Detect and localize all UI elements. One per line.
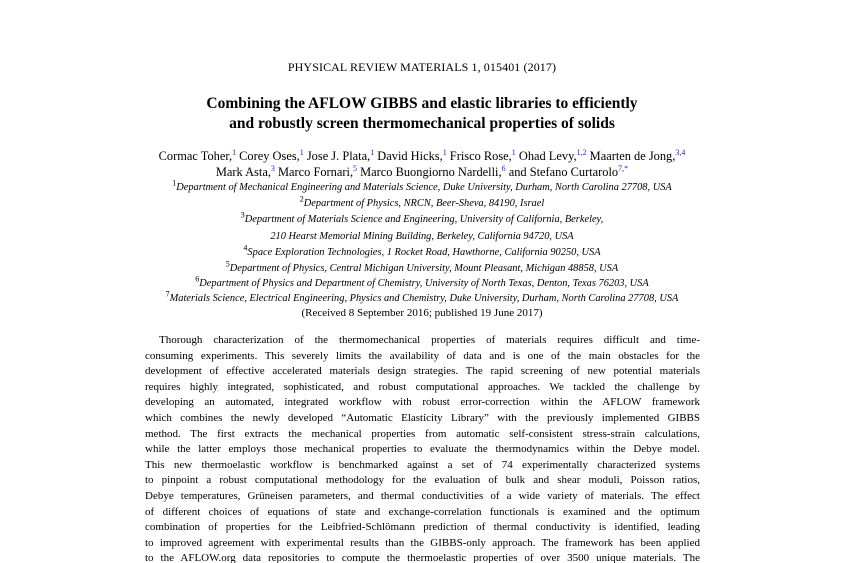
- author: Corey Oses,$^1$: [239, 147, 304, 163]
- author-affiliation-link[interactable]: 1: [511, 147, 516, 157]
- author: Mark Asta,$^3$: [215, 163, 275, 179]
- affiliation: $^6$Department of Physics and Department of Chemistry, University of North Texas, Denton, Texas 76203, USA: [195, 274, 649, 289]
- author: Maarten de Jong,$^{3,4}$: [589, 147, 686, 163]
- author-affiliation-link[interactable]: 3: [270, 163, 275, 173]
- affiliation: $^4$Space Exploration Technologies, 1 Rocket Road, Hawthorne, California 90250, USA: [243, 243, 601, 258]
- author: Frisco Rose,$^1$: [449, 147, 516, 163]
- abstract-line: to improved agreement with experimental results than the GIBBS-only approach. The framework has been applied: [145, 536, 700, 549]
- affiliation: $^1$Department of Mechanical Engineering and Materials Science, Duke University, Durham, North Carolina 27708, USA: [172, 178, 672, 193]
- abstract-line: consuming experiments. This severely limits the availability of data and is one of the main obstacles for the: [145, 349, 700, 362]
- author-affiliation-link[interactable]: 1: [370, 147, 375, 157]
- abstract-line: which combines the newly developed “Automatic Elasticity Library” with the previously implemented GIBBS: [145, 411, 700, 424]
- author: David Hicks,$^1$: [377, 147, 447, 163]
- author-affiliation-link[interactable]: 3,4: [675, 147, 686, 157]
- author-affiliation-link[interactable]: 1,2: [576, 147, 587, 157]
- author-affiliation-link[interactable]: 1: [442, 147, 447, 157]
- abstract-line: development of effective accelerated materials design strategies. The rapid screening of new potential materials: [145, 365, 700, 378]
- author: and Stefano Curtarolo$^{7,*}$: [508, 163, 629, 179]
- abstract-line: developing an automated, integrated workflow with robust error-correction within the AFLOW framework: [145, 396, 700, 409]
- abstract-line: requires highly integrated, sophisticated, and robust computational approaches. We tackled the challenge by: [145, 380, 700, 393]
- abstract-line: This new thermoelastic workflow is benchmarked against a set of 74 experimentally characterized systems: [145, 458, 700, 471]
- author-list-line-2: [0, 164, 844, 181]
- abstract-line: Debye temperatures, Grüneisen parameters, and thermal conductivities of a wide variety of materials. The effect: [145, 489, 700, 502]
- abstract: [145, 333, 700, 563]
- affiliation: $^5$Department of Physics, Central Michigan University, Mount Pleasant, Michigan 48858, USA: [225, 259, 619, 274]
- abstract-line: of different choices of equations of state and exchange-correlation functionals is examined and the optimum: [145, 505, 700, 518]
- author-affiliation-link[interactable]: 1: [299, 147, 304, 157]
- author-affiliation-link[interactable]: 6: [501, 163, 506, 173]
- affiliation: $^7$Materials Science, Electrical Engineering, Physics and Chemistry, Duke University, Durham, North Carolina 27708, USA: [165, 289, 679, 304]
- received-dates: (Received 8 September 2016; published 19 June 2017): [301, 307, 543, 319]
- author: Jose J. Plata,$^1$: [306, 147, 375, 163]
- abstract-line: method. The first extracts the mechanical properties from automatic self-consistent stress-strain calculations,: [145, 427, 700, 440]
- abstract-line: Thorough characterization of the thermomechanical properties of materials requires difficult and time-: [159, 334, 700, 346]
- author: Marco Buongiorno Nardelli,$^6$: [360, 163, 506, 179]
- author-affiliation-link[interactable]: 1: [232, 147, 237, 157]
- paper-title: [0, 94, 844, 134]
- affiliation-continued: 210 Hearst Memorial Mining Building, Berkeley, California 94720, USA: [270, 231, 574, 242]
- author-affiliation-link[interactable]: 5: [353, 163, 358, 173]
- title-line: Combining the AFLOW GIBBS and elastic libraries to efficiently: [206, 95, 638, 112]
- abstract-line: combination of properties for the Leibfried-Schlömann prediction of thermal conductivity is identified, leading: [145, 521, 700, 534]
- abstract-line: to pinpoint a robust computational methodology for the evaluation of bulk and shear moduli, Poisson ratios,: [145, 474, 700, 487]
- author: Ohad Levy,$^{1,2}$: [518, 147, 587, 163]
- title-line: and robustly screen thermomechanical properties of solids: [229, 115, 615, 132]
- author: Cormac Toher,$^1$: [158, 147, 237, 163]
- author-list-line-1: [0, 148, 844, 165]
- journal-header: PHYSICAL REVIEW MATERIALS 1, 015401 (2017): [287, 60, 557, 74]
- affiliation: $^3$Department of Materials Science and Engineering, University of California, Berkeley,: [240, 210, 604, 225]
- author: Marco Fornari,$^5$: [278, 163, 358, 179]
- author-affiliation-link[interactable]: 7,*: [618, 163, 629, 173]
- abstract-line: to the AFLOW.org data repositories to compute the thermoelastic properties of over 3500 unique materials. The: [145, 552, 700, 563]
- affiliation: $^2$Department of Physics, NRCN, Beer-Sheva, 84190, Israel: [299, 194, 545, 209]
- abstract-line: while the latter employs those mechanical properties to evaluate the thermodynamics within the Debye model.: [145, 443, 700, 456]
